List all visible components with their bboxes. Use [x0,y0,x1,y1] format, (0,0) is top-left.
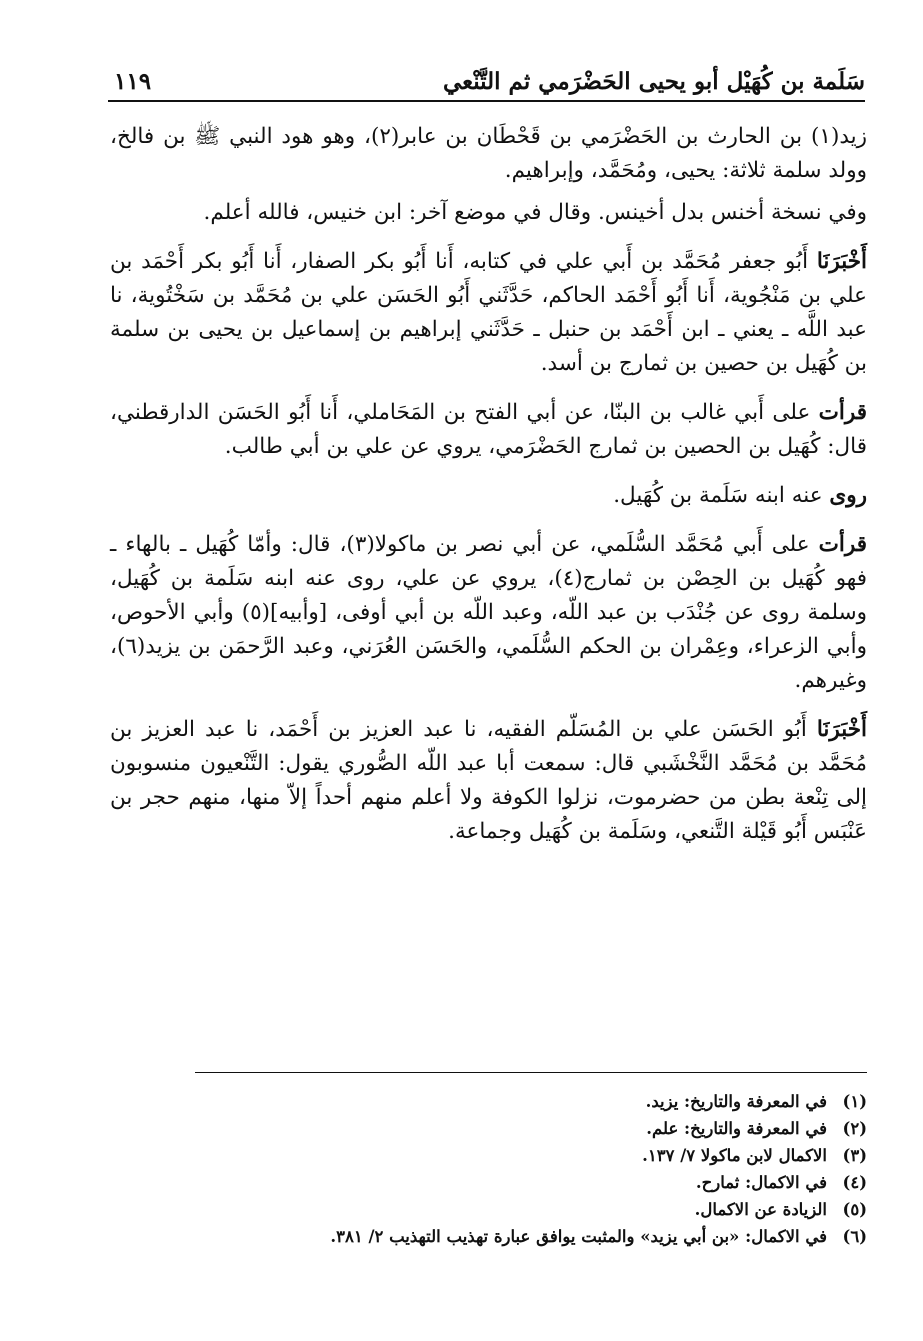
footnote-text: في الاكمال: ثمارح. [695,1173,827,1192]
paragraph [110,528,867,698]
footnote-separator [195,1072,867,1073]
page-number: ١١٩ [114,68,152,95]
paragraph [110,196,867,230]
paragraph-text: وفي نسخة أخنس بدل أخينس. وقال في موضع آخر: ابن خنيس، فالله أعلم. [203,200,867,225]
paragraph-text: زيد(١) بن الحارث بن الحَضْرَمي بن قَحْطَان بن عابر(٢)، وهو هود النبي ﷺ بن فالخ، وولد سلمة ثلاثة: يحيى، ومُحَمَّد، وإبراهيم. [110,124,867,183]
paragraph [110,396,867,464]
paragraph-lead: قرأت [818,532,867,557]
paragraph-text: عنه ابنه سَلَمة بن كُهَيل. [613,483,830,508]
paragraph [110,479,867,513]
paragraph-lead: أَخْبَرَنَا [816,249,867,274]
footnote-text: في المعرفة والتاريخ: علم. [646,1119,827,1138]
footnote-number: (٣) [842,1146,867,1165]
footnote-number: (٢) [842,1119,867,1138]
footnote [110,1223,867,1250]
footnote [110,1088,867,1115]
paragraph-text: أَبُو الحَسَن علي بن المُسَلّم الفقيه، نا عبد العزيز بن أَحْمَد، نا عبد العزيز بن مُحَمَّد بن مُحَمَّد النَّخْشَبي قال: سمعت أبا عبد اللّه الصُّوري يقول: التَّنْعيون منسوبون إلى تِنْعة بطن من حضرموت، نزلوا الكوفة ولا أعلم منهم أحداً إلاّ منها، منهم حجر بن عَنْبَس أَبُو قَيْلة التَّنعي، وسَلَمة بن كُهَيل وجماعة. [110,717,867,844]
footnote-text: الزيادة عن الاكمال. [694,1200,827,1219]
footnote [110,1142,867,1169]
footnote-text: في المعرفة والتاريخ: يزيد. [645,1092,827,1111]
footnotes [110,1088,867,1250]
page-header [108,66,865,102]
paragraph-lead: قرأت [818,400,867,425]
footnote-text: الاكمال لابن ماكولا ٧/ ١٣٧. [642,1146,827,1165]
footnote [110,1169,867,1196]
running-head: سَلَمة بن كُهَيْل أبو يحيى الحَضْرَمي ثم التَّنْعي [442,68,865,95]
paragraph [110,713,867,849]
paragraph-lead: أَخْبَرَنَا [816,717,867,742]
footnote-text: في الاكمال: «بن أبي يزيد» والمثبت يوافق عبارة تهذيب التهذيب ٢/ ٣٨١. [330,1227,827,1246]
footnote [110,1115,867,1142]
footnote-number: (١) [842,1092,867,1111]
paragraph-text: على أَبي مُحَمَّد السُّلَمي، عن أبي نصر بن ماكولا(٣)، قال: وأمّا كُهَيل ـ بالهاء ـ فهو كُهَيل بن الحِصْن بن ثمارج(٤)، يروي عن علي، روى عنه ابنه سَلَمة بن كُهَيل، وسلمة روى عن جُنْدَب بن عبد اللّه، وعبد اللّه بن أبي أوفى، [وأبيه](٥) وأبي الأحوص، وأبي الزعراء، وعِمْران بن الحكم السُّلَمي، والحَسَن العُرَني، وعبد الرَّحمَن بن يزيد(٦)، وغيرهم. [110,532,867,693]
paragraph-text: أَبُو جعفر مُحَمَّد بن أَبي علي في كتابه، أَنا أَبُو بكر الصفار، أَنا أَبُو بكر أَحْمَد بن علي بن مَنْجُوية، أَنا أَبُو أَحْمَد الحاكم، حَدَّثَني أَبُو الحَسَن علي بن مُحَمَّد بن سَخْتُوية، نا عبد اللَّه ـ يعني ـ ابن أَحْمَد بن حنبل ـ حَدَّثَني إبراهيم بن إسماعيل بن يحيى بن سلمة بن كُهَيل بن حصين بن ثمارج بن أسد. [110,249,867,376]
paragraph [110,245,867,381]
main-text [110,120,867,864]
paragraph-lead: روى [829,483,867,508]
footnote [110,1196,867,1223]
footnote-number: (٥) [842,1200,867,1219]
footnote-number: (٦) [842,1227,867,1246]
paragraph [110,120,867,188]
paragraph-text: على أَبي غالب بن البنّا، عن أبي الفتح بن المَحَاملي، أَنا أَبُو الحَسَن الدارقطني، قال: كُهَيل بن الحصين بن ثمارج الحَضْرَمي، يروي عن علي بن أبي طالب. [110,400,867,459]
footnote-number: (٤) [842,1173,867,1192]
